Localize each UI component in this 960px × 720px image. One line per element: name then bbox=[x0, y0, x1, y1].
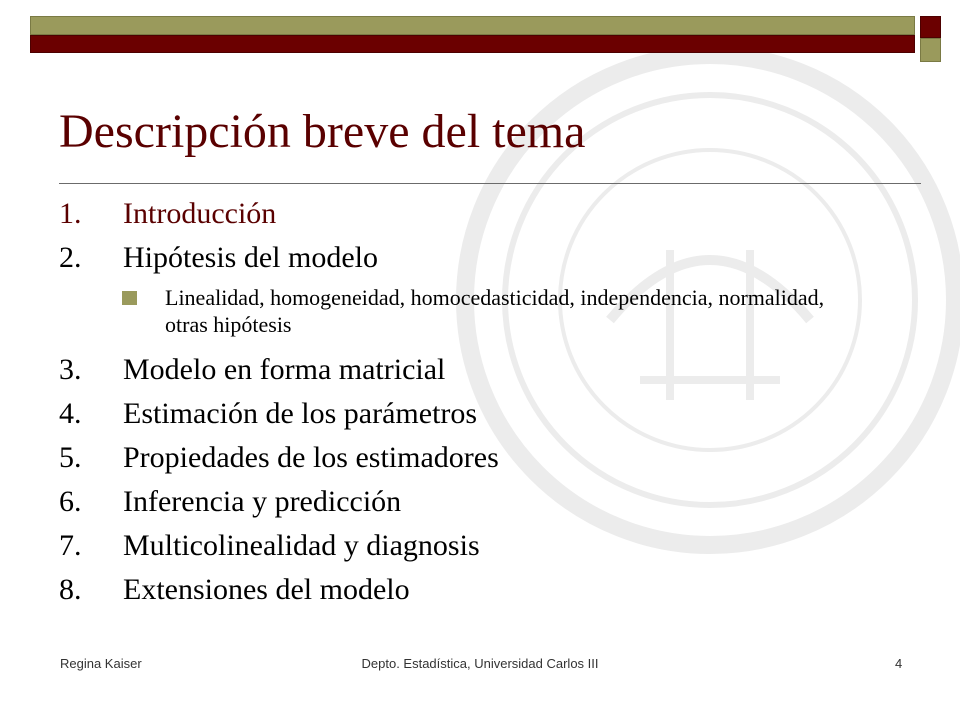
header-olive-bar bbox=[30, 16, 915, 35]
list-item-number: 3. bbox=[59, 353, 82, 386]
list-item-number: 2. bbox=[59, 241, 82, 274]
header-maroon-square bbox=[920, 16, 941, 38]
header-decoration bbox=[0, 0, 960, 66]
list-item-label: Estimación de los parámetros bbox=[123, 397, 478, 430]
list-item-introduccion bbox=[59, 194, 939, 238]
list-item-label: Extensiones del modelo bbox=[123, 573, 410, 606]
list-item-label: Hipótesis del modelo bbox=[123, 241, 378, 274]
header-maroon-bar bbox=[30, 35, 915, 53]
sub-list-item bbox=[59, 284, 939, 350]
footer-page-number: 4 bbox=[895, 656, 903, 671]
list-item-hipotesis bbox=[59, 238, 939, 282]
list-item-matricial bbox=[59, 350, 939, 394]
list-item-inferencia bbox=[59, 482, 939, 526]
header-olive-square bbox=[920, 38, 941, 62]
list-item-label: Modelo en forma matricial bbox=[123, 353, 446, 386]
list-item-estimacion bbox=[59, 394, 939, 438]
topic-list bbox=[59, 194, 939, 614]
list-item-number: 1. bbox=[59, 197, 82, 230]
list-item-number: 4. bbox=[59, 397, 82, 430]
footer-department: Depto. Estadística, Universidad Carlos III bbox=[361, 656, 599, 671]
list-item-propiedades bbox=[59, 438, 939, 482]
slide-title: Descripción breve del tema bbox=[59, 105, 586, 158]
list-item-extensiones bbox=[59, 570, 939, 614]
list-item-label: Inferencia y predicción bbox=[123, 485, 402, 518]
list-item-label: Propiedades de los estimadores bbox=[123, 441, 499, 474]
list-item-number: 7. bbox=[59, 529, 82, 562]
list-item-label: Multicolinealidad y diagnosis bbox=[123, 529, 480, 562]
list-item-label: Introducción bbox=[123, 197, 277, 230]
title-divider bbox=[59, 183, 921, 184]
list-item-number: 5. bbox=[59, 441, 82, 474]
square-bullet-icon bbox=[122, 291, 137, 305]
list-item-number: 6. bbox=[59, 485, 82, 518]
list-item-number: 8. bbox=[59, 573, 82, 606]
sub-list-item-text: Linealidad, homogeneidad, homocedasticidad, independencia, normalidad, otras hipótesis bbox=[165, 285, 825, 337]
list-item-multicolinealidad bbox=[59, 526, 939, 570]
footer-author: Regina Kaiser bbox=[60, 656, 142, 671]
